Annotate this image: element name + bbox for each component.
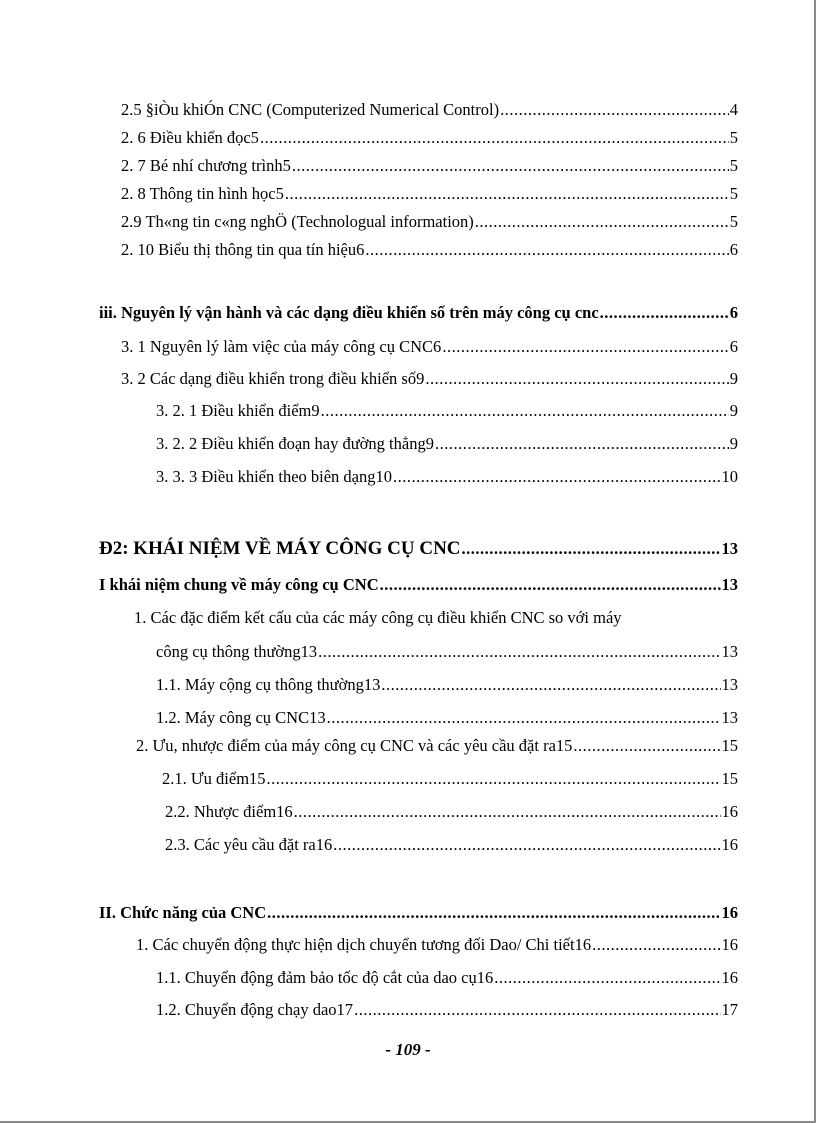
toc-entry-2-7[interactable]: 2. 7 Bé nhí chương trình5 ..... 5 xyxy=(121,156,738,176)
toc-entry-section-II[interactable]: II. Chức năng của CNC ..... 16 xyxy=(99,903,738,923)
toc-entry-2-8[interactable]: 2. 8 Thông tin hình học5 ..... 5 xyxy=(121,184,738,204)
toc-entry-2-5[interactable]: 2.5 §iÒu khiÓn CNC (Computerized Numerical Control) ..... 4 xyxy=(121,100,738,120)
toc-entry-chapter-d2[interactable]: Đ2: KHÁI NIỆM VỀ MÁY CÔNG CỤ CNC ..... 13 xyxy=(99,539,738,559)
toc-entry-3-2-2[interactable]: 3. 2. 2 Điều khiển đoạn hay đường thẳng9 ..... 9 xyxy=(156,434,738,454)
toc-entry-2-2[interactable]: 2.2. Nhược điểm16 ..... 16 xyxy=(165,802,738,822)
toc-entry-2-3[interactable]: 2.3. Các yêu cầu đặt ra16 ..... 16 xyxy=(165,835,738,855)
toc-entry-2-6[interactable]: 2. 6 Điều khiển đọc5 ..... 5 xyxy=(121,128,738,148)
toc-entry-section-I[interactable]: I khái niệm chung về máy công cụ CNC ..... 13 xyxy=(99,575,738,595)
toc-entry-1-2[interactable]: 1.2. Máy công cụ CNC13 ..... 13 xyxy=(156,708,738,728)
toc-entry-section-iii[interactable]: iii. Nguyên lý vận hành và các dạng điều khiển số trên máy công cụ cnc ..... 6 xyxy=(99,303,738,323)
toc-entry-1-continuation[interactable]: công cụ thông thường13 ..... 13 xyxy=(156,642,738,662)
toc-entry-c1[interactable]: 1. Các chuyển động thực hiện dịch chuyển tương đối Dao/ Chi tiết16 ..... 16 xyxy=(136,935,738,955)
toc-entry-2-1[interactable]: 2.1. Ưu điểm15 ..... 15 xyxy=(162,769,738,789)
toc-entry-3-1[interactable]: 3. 1 Nguyên lý làm việc của máy công cụ CNC6 ..... 6 xyxy=(121,337,738,357)
toc-entry-2-9[interactable]: 2.9 Th«ng tin c«ng nghÖ (Technologual information) ..... 5 xyxy=(121,212,738,232)
toc-entry-c1-1[interactable]: 1.1. Chuyển động đảm bảo tốc độ cắt của dao cụ16 ..... 16 xyxy=(156,968,738,988)
toc-entry-2[interactable]: 2. Ưu, nhược điểm của máy công cụ CNC và các yêu cầu đặt ra15 ..... 15 xyxy=(136,736,738,756)
toc-entry-1-heading[interactable]: 1. Các đặc điểm kết cấu của các máy công cụ điều khiển CNC so với máy xyxy=(134,608,622,627)
toc-entry-c1-2[interactable]: 1.2. Chuyển động chạy dao17 ..... 17 xyxy=(156,1000,738,1020)
toc-entry-3-2[interactable]: 3. 2 Các dạng điều khiển trong điều khiển số9 ..... 9 xyxy=(121,369,738,389)
toc-entry-3-2-1[interactable]: 3. 2. 1 Điều khiển điểm9 ..... 9 xyxy=(156,401,738,421)
toc-entry-2-10[interactable]: 2. 10 Biểu thị thông tin qua tín hiệu6 ..... 6 xyxy=(121,240,738,260)
toc-entry-3-3-3[interactable]: 3. 3. 3 Điều khiển theo biên dạng10 ..... 10 xyxy=(156,467,738,487)
page-number: - 109 - xyxy=(385,1040,431,1059)
toc-entry-1-1[interactable]: 1.1. Máy cộng cụ thông thường13 ..... 13 xyxy=(156,675,738,695)
